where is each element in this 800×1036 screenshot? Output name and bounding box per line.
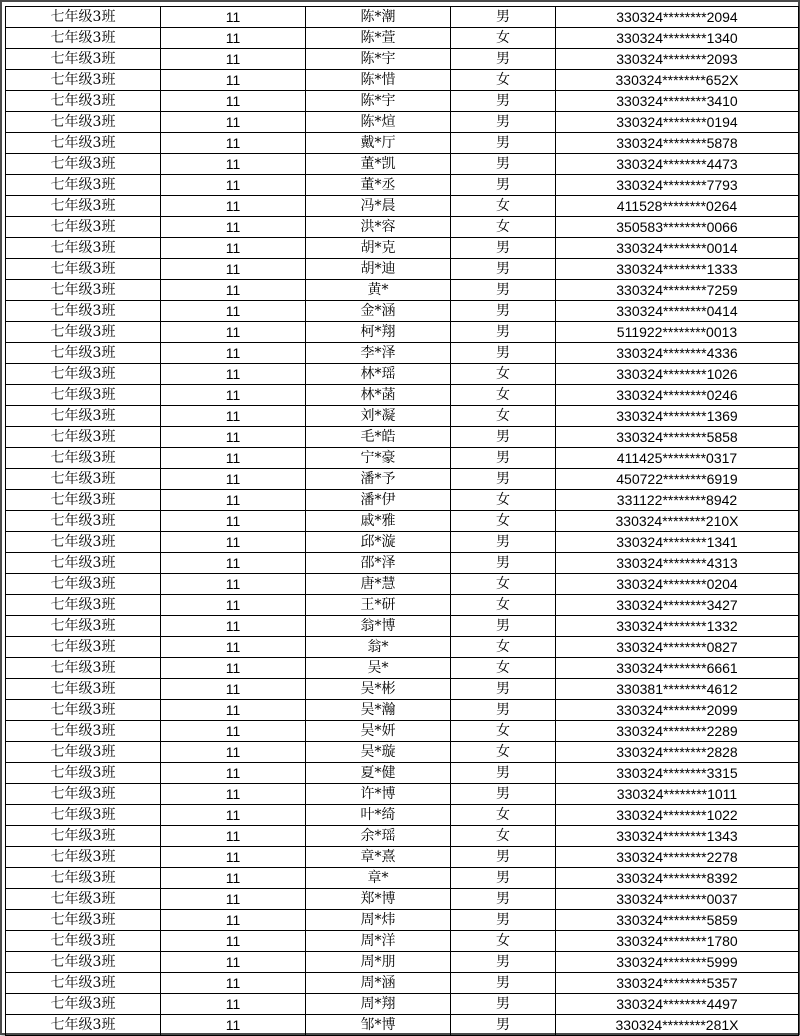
- name-cell: 周*涵: [306, 973, 451, 994]
- table-row: [6, 511, 799, 532]
- table-row: [6, 364, 799, 385]
- table-row: [6, 700, 799, 721]
- gender-cell: 男: [451, 784, 556, 805]
- table-row: [6, 553, 799, 574]
- class-cell: 七年级3班: [6, 1015, 161, 1036]
- number-cell: 11: [161, 364, 306, 385]
- name-cell: 吴*: [306, 658, 451, 679]
- name-cell: 周*翔: [306, 994, 451, 1015]
- gender-cell: 男: [451, 847, 556, 868]
- gender-cell: 男: [451, 889, 556, 910]
- gender-cell: 男: [451, 49, 556, 70]
- table-row: [6, 847, 799, 868]
- name-cell: 邵*泽: [306, 553, 451, 574]
- class-cell: 七年级3班: [6, 217, 161, 238]
- class-cell: 七年级3班: [6, 868, 161, 889]
- table-row: [6, 133, 799, 154]
- table-row: [6, 154, 799, 175]
- gender-cell: 男: [451, 112, 556, 133]
- name-cell: 胡*迪: [306, 259, 451, 280]
- table-row: [6, 28, 799, 49]
- class-cell: 七年级3班: [6, 301, 161, 322]
- gender-cell: 女: [451, 721, 556, 742]
- table-row: [6, 826, 799, 847]
- number-cell: 11: [161, 322, 306, 343]
- class-cell: 七年级3班: [6, 259, 161, 280]
- number-cell: 11: [161, 847, 306, 868]
- id-number-cell: 330324********5878: [556, 133, 799, 154]
- class-cell: 七年级3班: [6, 952, 161, 973]
- number-cell: 11: [161, 469, 306, 490]
- number-cell: 11: [161, 28, 306, 49]
- name-cell: 林*菡: [306, 385, 451, 406]
- table-row: [6, 280, 799, 301]
- student-roster-table: [5, 6, 799, 1036]
- gender-cell: 女: [451, 490, 556, 511]
- class-cell: 七年级3班: [6, 490, 161, 511]
- table-row: [6, 931, 799, 952]
- name-cell: 郑*博: [306, 889, 451, 910]
- class-cell: 七年级3班: [6, 469, 161, 490]
- id-number-cell: 330324********1341: [556, 532, 799, 553]
- name-cell: 叶*绮: [306, 805, 451, 826]
- table-row: [6, 175, 799, 196]
- gender-cell: 女: [451, 637, 556, 658]
- gender-cell: 男: [451, 1015, 556, 1036]
- name-cell: 冯*晨: [306, 196, 451, 217]
- class-cell: 七年级3班: [6, 973, 161, 994]
- number-cell: 11: [161, 175, 306, 196]
- id-number-cell: 330324********5858: [556, 427, 799, 448]
- gender-cell: 女: [451, 742, 556, 763]
- class-cell: 七年级3班: [6, 826, 161, 847]
- id-number-cell: 330324********3315: [556, 763, 799, 784]
- table-row: [6, 658, 799, 679]
- table-row: [6, 1015, 799, 1036]
- id-number-cell: 330324********4313: [556, 553, 799, 574]
- number-cell: 11: [161, 868, 306, 889]
- id-number-cell: 330324********8392: [556, 868, 799, 889]
- gender-cell: 男: [451, 301, 556, 322]
- table-row: [6, 7, 799, 28]
- table-row: [6, 910, 799, 931]
- id-number-cell: 330324********1332: [556, 616, 799, 637]
- number-cell: 11: [161, 301, 306, 322]
- id-number-cell: 330324********0414: [556, 301, 799, 322]
- id-number-cell: 330324********1011: [556, 784, 799, 805]
- number-cell: 11: [161, 553, 306, 574]
- id-number-cell: 330324********0246: [556, 385, 799, 406]
- gender-cell: 男: [451, 910, 556, 931]
- table-row: [6, 595, 799, 616]
- name-cell: 周*炜: [306, 910, 451, 931]
- class-cell: 七年级3班: [6, 364, 161, 385]
- table-row: [6, 406, 799, 427]
- gender-cell: 男: [451, 7, 556, 28]
- id-number-cell: 330324********210X: [556, 511, 799, 532]
- table-row: [6, 742, 799, 763]
- id-number-cell: 330324********4336: [556, 343, 799, 364]
- id-number-cell: 330324********5357: [556, 973, 799, 994]
- name-cell: 陈*宇: [306, 49, 451, 70]
- number-cell: 11: [161, 133, 306, 154]
- number-cell: 11: [161, 217, 306, 238]
- number-cell: 11: [161, 805, 306, 826]
- name-cell: 章*熹: [306, 847, 451, 868]
- table-row: [6, 994, 799, 1015]
- id-number-cell: 330324********7793: [556, 175, 799, 196]
- number-cell: 11: [161, 952, 306, 973]
- class-cell: 七年级3班: [6, 805, 161, 826]
- name-cell: 潘*予: [306, 469, 451, 490]
- gender-cell: 女: [451, 196, 556, 217]
- id-number-cell: 330324********0014: [556, 238, 799, 259]
- class-cell: 七年级3班: [6, 679, 161, 700]
- table-row: [6, 259, 799, 280]
- table-row: [6, 70, 799, 91]
- number-cell: 11: [161, 490, 306, 511]
- number-cell: 11: [161, 448, 306, 469]
- number-cell: 11: [161, 700, 306, 721]
- number-cell: 11: [161, 427, 306, 448]
- gender-cell: 男: [451, 259, 556, 280]
- roster-body: [6, 7, 799, 1036]
- name-cell: 胡*克: [306, 238, 451, 259]
- name-cell: 戚*雅: [306, 511, 451, 532]
- class-cell: 七年级3班: [6, 532, 161, 553]
- class-cell: 七年级3班: [6, 133, 161, 154]
- gender-cell: 女: [451, 931, 556, 952]
- id-number-cell: 330324********4473: [556, 154, 799, 175]
- name-cell: 林*瑶: [306, 364, 451, 385]
- name-cell: 董*丞: [306, 175, 451, 196]
- number-cell: 11: [161, 889, 306, 910]
- class-cell: 七年级3班: [6, 595, 161, 616]
- class-cell: 七年级3班: [6, 721, 161, 742]
- number-cell: 11: [161, 280, 306, 301]
- number-cell: 11: [161, 931, 306, 952]
- number-cell: 11: [161, 70, 306, 91]
- table-row: [6, 91, 799, 112]
- id-number-cell: 411425********0317: [556, 448, 799, 469]
- gender-cell: 男: [451, 154, 556, 175]
- table-row: [6, 574, 799, 595]
- gender-cell: 男: [451, 448, 556, 469]
- id-number-cell: 411528********0264: [556, 196, 799, 217]
- class-cell: 七年级3班: [6, 553, 161, 574]
- class-cell: 七年级3班: [6, 7, 161, 28]
- gender-cell: 男: [451, 469, 556, 490]
- name-cell: 吴*璇: [306, 742, 451, 763]
- table-row: [6, 889, 799, 910]
- name-cell: 章*: [306, 868, 451, 889]
- name-cell: 李*泽: [306, 343, 451, 364]
- number-cell: 11: [161, 154, 306, 175]
- gender-cell: 女: [451, 826, 556, 847]
- class-cell: 七年级3班: [6, 742, 161, 763]
- name-cell: 宁*豪: [306, 448, 451, 469]
- table-row: [6, 385, 799, 406]
- class-cell: 七年级3班: [6, 511, 161, 532]
- gender-cell: 女: [451, 595, 556, 616]
- id-number-cell: 330324********6661: [556, 658, 799, 679]
- gender-cell: 男: [451, 994, 556, 1015]
- class-cell: 七年级3班: [6, 700, 161, 721]
- number-cell: 11: [161, 574, 306, 595]
- class-cell: 七年级3班: [6, 406, 161, 427]
- number-cell: 11: [161, 658, 306, 679]
- id-number-cell: 330324********2828: [556, 742, 799, 763]
- table-row: [6, 868, 799, 889]
- id-number-cell: 330324********0194: [556, 112, 799, 133]
- number-cell: 11: [161, 91, 306, 112]
- id-number-cell: 330324********0827: [556, 637, 799, 658]
- table-row: [6, 238, 799, 259]
- name-cell: 夏*健: [306, 763, 451, 784]
- id-number-cell: 330324********1780: [556, 931, 799, 952]
- number-cell: 11: [161, 784, 306, 805]
- class-cell: 七年级3班: [6, 910, 161, 931]
- gender-cell: 女: [451, 28, 556, 49]
- id-number-cell: 330324********652X: [556, 70, 799, 91]
- name-cell: 陈*惜: [306, 70, 451, 91]
- class-cell: 七年级3班: [6, 847, 161, 868]
- class-cell: 七年级3班: [6, 385, 161, 406]
- class-cell: 七年级3班: [6, 322, 161, 343]
- id-number-cell: 330324********3410: [556, 91, 799, 112]
- table-row: [6, 616, 799, 637]
- number-cell: 11: [161, 910, 306, 931]
- number-cell: 11: [161, 406, 306, 427]
- number-cell: 11: [161, 763, 306, 784]
- table-row: [6, 448, 799, 469]
- gender-cell: 男: [451, 868, 556, 889]
- name-cell: 黄*: [306, 280, 451, 301]
- class-cell: 七年级3班: [6, 448, 161, 469]
- name-cell: 金*涵: [306, 301, 451, 322]
- name-cell: 吴*彬: [306, 679, 451, 700]
- name-cell: 陈*萱: [306, 28, 451, 49]
- gender-cell: 男: [451, 532, 556, 553]
- class-cell: 七年级3班: [6, 931, 161, 952]
- name-cell: 陈*潮: [306, 7, 451, 28]
- id-number-cell: 330324********281X: [556, 1015, 799, 1036]
- name-cell: 柯*翔: [306, 322, 451, 343]
- name-cell: 洪*容: [306, 217, 451, 238]
- id-number-cell: 330324********1333: [556, 259, 799, 280]
- name-cell: 毛*皓: [306, 427, 451, 448]
- gender-cell: 男: [451, 133, 556, 154]
- number-cell: 11: [161, 511, 306, 532]
- id-number-cell: 450722********6919: [556, 469, 799, 490]
- gender-cell: 男: [451, 700, 556, 721]
- gender-cell: 男: [451, 91, 556, 112]
- name-cell: 陈*煊: [306, 112, 451, 133]
- id-number-cell: 330324********3427: [556, 595, 799, 616]
- gender-cell: 男: [451, 238, 556, 259]
- number-cell: 11: [161, 385, 306, 406]
- gender-cell: 男: [451, 616, 556, 637]
- table-row: [6, 490, 799, 511]
- id-number-cell: 330324********1340: [556, 28, 799, 49]
- name-cell: 董*凯: [306, 154, 451, 175]
- name-cell: 吴*妍: [306, 721, 451, 742]
- number-cell: 11: [161, 595, 306, 616]
- gender-cell: 男: [451, 952, 556, 973]
- table-row: [6, 637, 799, 658]
- gender-cell: 男: [451, 679, 556, 700]
- id-number-cell: 330381********4612: [556, 679, 799, 700]
- name-cell: 唐*慧: [306, 574, 451, 595]
- id-number-cell: 330324********0037: [556, 889, 799, 910]
- name-cell: 陈*宇: [306, 91, 451, 112]
- gender-cell: 女: [451, 805, 556, 826]
- table-row: [6, 112, 799, 133]
- table-row: [6, 469, 799, 490]
- id-number-cell: 330324********2099: [556, 700, 799, 721]
- gender-cell: 男: [451, 175, 556, 196]
- class-cell: 七年级3班: [6, 91, 161, 112]
- name-cell: 吴*瀚: [306, 700, 451, 721]
- gender-cell: 男: [451, 322, 556, 343]
- class-cell: 七年级3班: [6, 994, 161, 1015]
- id-number-cell: 330324********1343: [556, 826, 799, 847]
- class-cell: 七年级3班: [6, 238, 161, 259]
- id-number-cell: 330324********5999: [556, 952, 799, 973]
- gender-cell: 女: [451, 364, 556, 385]
- id-number-cell: 330324********2093: [556, 49, 799, 70]
- table-row: [6, 196, 799, 217]
- table-row: [6, 805, 799, 826]
- id-number-cell: 330324********7259: [556, 280, 799, 301]
- number-cell: 11: [161, 49, 306, 70]
- number-cell: 11: [161, 637, 306, 658]
- class-cell: 七年级3班: [6, 637, 161, 658]
- gender-cell: 男: [451, 427, 556, 448]
- gender-cell: 男: [451, 973, 556, 994]
- name-cell: 周*洋: [306, 931, 451, 952]
- table-row: [6, 952, 799, 973]
- name-cell: 刘*凝: [306, 406, 451, 427]
- class-cell: 七年级3班: [6, 112, 161, 133]
- gender-cell: 女: [451, 574, 556, 595]
- table-row: [6, 763, 799, 784]
- id-number-cell: 511922********0013: [556, 322, 799, 343]
- class-cell: 七年级3班: [6, 343, 161, 364]
- class-cell: 七年级3班: [6, 427, 161, 448]
- name-cell: 余*瑶: [306, 826, 451, 847]
- number-cell: 11: [161, 1015, 306, 1036]
- id-number-cell: 331122********8942: [556, 490, 799, 511]
- gender-cell: 女: [451, 385, 556, 406]
- number-cell: 11: [161, 343, 306, 364]
- table-row: [6, 679, 799, 700]
- table-row: [6, 532, 799, 553]
- name-cell: 翁*博: [306, 616, 451, 637]
- number-cell: 11: [161, 7, 306, 28]
- name-cell: 戴*厅: [306, 133, 451, 154]
- number-cell: 11: [161, 973, 306, 994]
- table-row: [6, 217, 799, 238]
- name-cell: 翁*: [306, 637, 451, 658]
- class-cell: 七年级3班: [6, 784, 161, 805]
- gender-cell: 女: [451, 70, 556, 91]
- name-cell: 许*博: [306, 784, 451, 805]
- number-cell: 11: [161, 259, 306, 280]
- class-cell: 七年级3班: [6, 889, 161, 910]
- name-cell: 邱*漩: [306, 532, 451, 553]
- table-row: [6, 427, 799, 448]
- table-row: [6, 721, 799, 742]
- number-cell: 11: [161, 721, 306, 742]
- number-cell: 11: [161, 742, 306, 763]
- class-cell: 七年级3班: [6, 280, 161, 301]
- id-number-cell: 330324********1026: [556, 364, 799, 385]
- id-number-cell: 330324********2289: [556, 721, 799, 742]
- name-cell: 周*朋: [306, 952, 451, 973]
- table-row: [6, 322, 799, 343]
- gender-cell: 女: [451, 406, 556, 427]
- class-cell: 七年级3班: [6, 28, 161, 49]
- number-cell: 11: [161, 532, 306, 553]
- table-row: [6, 301, 799, 322]
- class-cell: 七年级3班: [6, 616, 161, 637]
- table-row: [6, 784, 799, 805]
- class-cell: 七年级3班: [6, 196, 161, 217]
- id-number-cell: 330324********1022: [556, 805, 799, 826]
- number-cell: 11: [161, 616, 306, 637]
- number-cell: 11: [161, 112, 306, 133]
- id-number-cell: 330324********4497: [556, 994, 799, 1015]
- id-number-cell: 350583********0066: [556, 217, 799, 238]
- number-cell: 11: [161, 196, 306, 217]
- id-number-cell: 330324********2094: [556, 7, 799, 28]
- id-number-cell: 330324********5859: [556, 910, 799, 931]
- number-cell: 11: [161, 994, 306, 1015]
- gender-cell: 女: [451, 511, 556, 532]
- class-cell: 七年级3班: [6, 658, 161, 679]
- gender-cell: 男: [451, 280, 556, 301]
- name-cell: 王*研: [306, 595, 451, 616]
- number-cell: 11: [161, 238, 306, 259]
- id-number-cell: 330324********2278: [556, 847, 799, 868]
- class-cell: 七年级3班: [6, 70, 161, 91]
- class-cell: 七年级3班: [6, 763, 161, 784]
- table-row: [6, 343, 799, 364]
- gender-cell: 女: [451, 217, 556, 238]
- table-row: [6, 49, 799, 70]
- id-number-cell: 330324********1369: [556, 406, 799, 427]
- class-cell: 七年级3班: [6, 574, 161, 595]
- class-cell: 七年级3班: [6, 49, 161, 70]
- gender-cell: 男: [451, 553, 556, 574]
- number-cell: 11: [161, 826, 306, 847]
- gender-cell: 男: [451, 343, 556, 364]
- gender-cell: 女: [451, 658, 556, 679]
- gender-cell: 男: [451, 763, 556, 784]
- name-cell: 潘*伊: [306, 490, 451, 511]
- class-cell: 七年级3班: [6, 154, 161, 175]
- number-cell: 11: [161, 679, 306, 700]
- class-cell: 七年级3班: [6, 175, 161, 196]
- table-row: [6, 973, 799, 994]
- name-cell: 邹*博: [306, 1015, 451, 1036]
- id-number-cell: 330324********0204: [556, 574, 799, 595]
